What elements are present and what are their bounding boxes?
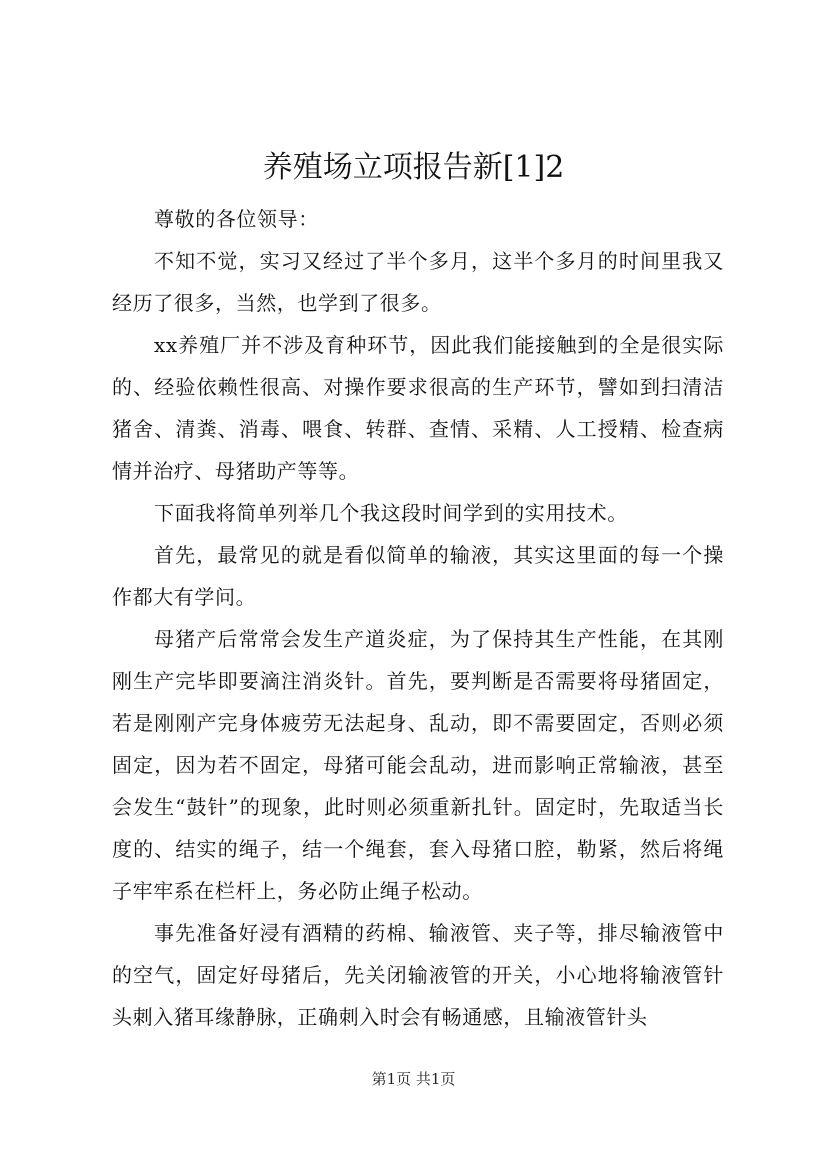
paragraph-intro: 不知不觉，实习又经过了半个多月，这半个多月的时间里我又经历了很多，当然，也学到了很多。 bbox=[112, 249, 724, 315]
document-title: 养殖场立项报告新[1]2 bbox=[262, 150, 565, 185]
paragraph-salutation: 尊敬的各位领导： bbox=[154, 207, 319, 231]
page-footer: 第1页 共1页 bbox=[371, 1070, 456, 1088]
paragraph-sow-fixing: 母猪产后常常会发生产道炎症，为了保持其生产性能，在其刚刚生产完毕即要滴注消炎针。首先，要判断是否需要将母猪固定，若是刚刚产完身体疲劳无法起身、乱动，即不需要固定，否则必须固定，因为若不固定，母猪可能会乱动，进而影响正常输液，甚至会发生“鼓针”的现象，此时则必须重新扎针。固定时，先取适当长度的、结实的绳子，结一个绳套，套入母猪口腔，勒紧，然后将绳子牢牢系在栏杆上，务必防止绳子松动。 bbox=[112, 627, 724, 903]
paragraph-infusion-intro: 首先，最常见的就是看似简单的输液，其实这里面的每一个操作都大有学问。 bbox=[112, 543, 724, 609]
paragraph-infusion-steps: 事先准备好浸有酒精的药棉、输液管、夹子等，排尽输液管中的空气，固定好母猪后，先关闭输液管的开关，小心地将输液管针头刺入猪耳缘静脉，正确刺入时会有畅通感，且输液管针头 bbox=[112, 921, 724, 1029]
document-body bbox=[112, 198, 724, 1038]
paragraph-techniques-lead: 下面我将简单列举几个我这段时间学到的实用技术。 bbox=[154, 501, 628, 525]
paragraph-farm-overview: xx养殖厂并不涉及育种环节，因此我们能接触到的全是很实际的、经验依赖性很高、对操作要求很高的生产环节，譬如到扫清洁猪舍、清粪、消毒、喂食、转群、查情、采精、人工授精、检查病情并治疗、母猪助产等等。 bbox=[112, 333, 724, 483]
